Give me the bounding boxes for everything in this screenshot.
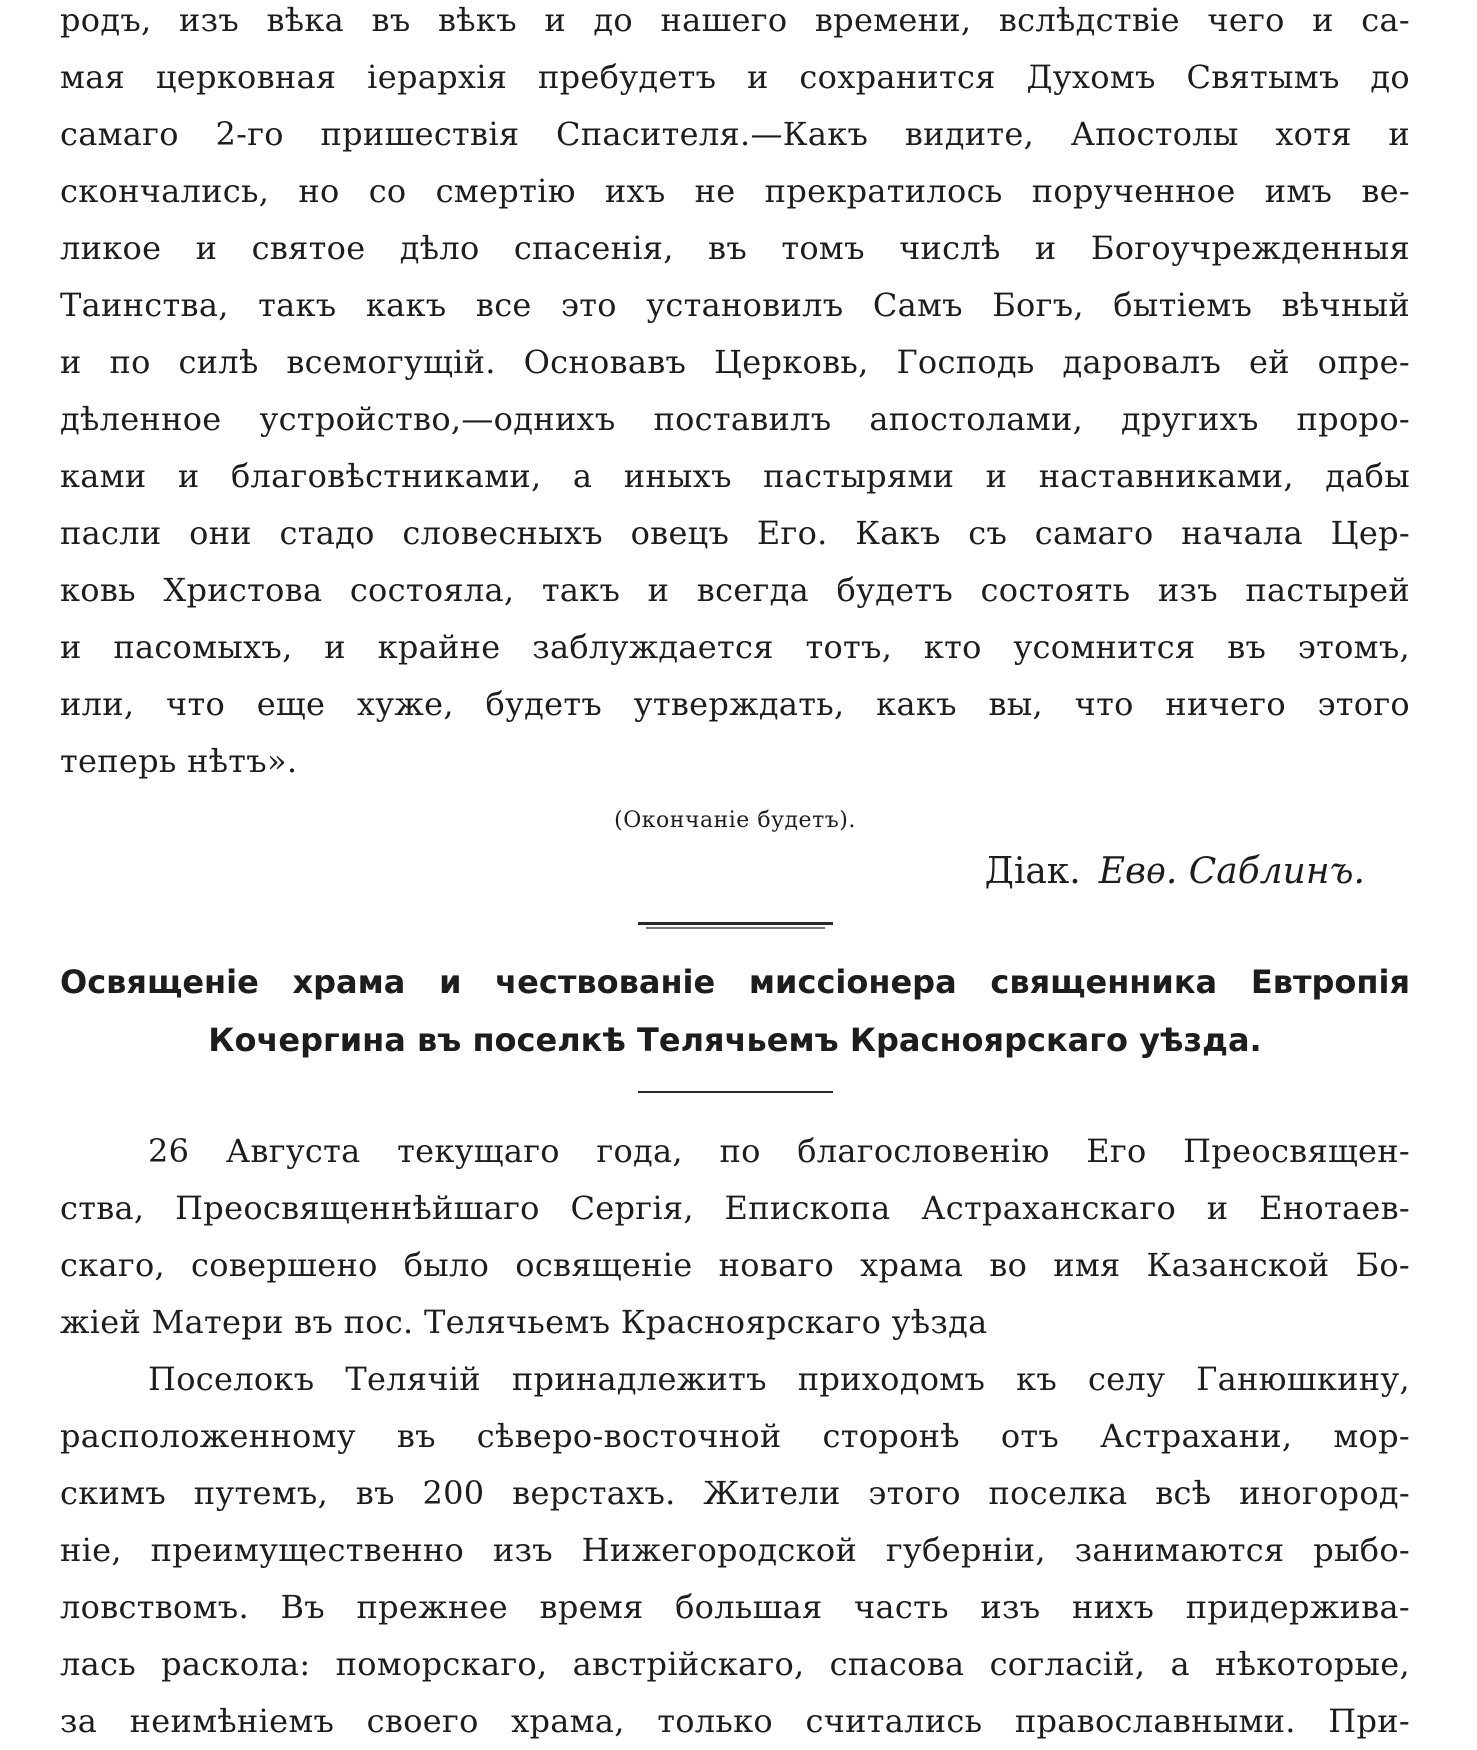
title-underline	[638, 1091, 833, 1093]
text-line: мая церковная іерархія пребудетъ и сохранится Духомъ Святымъ до	[60, 58, 1410, 96]
text-line: и пасомыхъ, и крайне заблуждается тотъ, кто усомнится въ этомъ,	[60, 628, 1410, 666]
article-title	[60, 953, 1410, 1069]
article-paragraph-2	[60, 1351, 1410, 1750]
author-signature	[60, 842, 1410, 902]
text-line: Таинства, такъ какъ все это установилъ Самъ Богъ, бытіемъ вѣчный	[60, 286, 1410, 324]
text-line: ковь Христова состояла, такъ и всегда будетъ состоять изъ пастырей	[60, 571, 1410, 609]
text-line: 26 Августа текущаго года, по благословенію Его Преосвящен-	[148, 1132, 1410, 1170]
author-name: Евѳ. Саблинъ.	[1098, 851, 1365, 892]
section-divider	[638, 922, 833, 931]
author-rank: Діак.	[984, 851, 1081, 892]
text-line: ками и благовѣстниками, а иныхъ пастырями и наставниками, дабы	[60, 457, 1410, 495]
text-line: Поселокъ Телячій принадлежитъ приходомъ къ селу Ганюшкину,	[148, 1360, 1410, 1398]
text-line: ніе, преимущественно изъ Нижегородской губерніи, занимаются рыбо-	[60, 1531, 1410, 1569]
text-line: самаго 2-го пришествія Спасителя.—Какъ видите, Апостолы хотя и	[60, 115, 1410, 153]
text-line: ловствомъ. Въ прежнее время большая часть изъ нихъ придержива-	[60, 1588, 1410, 1626]
text-line: ликое и святое дѣло спасенія, въ томъ числѣ и Богоучрежденныя	[60, 229, 1410, 267]
text-line: ства, Преосвященнѣйшаго Сергія, Епископа Астраханскаго и Енотаев-	[60, 1189, 1410, 1227]
title-line: Освященіе храма и чествованіе миссіонера священника Евтропія	[60, 963, 1410, 1001]
text-line: и по силѣ всемогущій. Основавъ Церковь, Господь даровалъ ей опре-	[60, 343, 1410, 381]
text-line: или, что еще хуже, будетъ утверждать, какъ вы, что ничего этого	[60, 685, 1410, 723]
document-page	[60, 0, 1410, 1750]
text-line: жіей Матери въ пос. Телячьемъ Красноярскаго уѣзда	[60, 1303, 988, 1341]
divider-line	[646, 927, 825, 929]
text-line: родъ, изъ вѣка въ вѣкъ и до нашего времени, вслѣдствіе чего и са-	[60, 1, 1410, 39]
divider-line	[638, 922, 833, 925]
text-line: скимъ путемъ, въ 200 верстахъ. Жители этого поселка всѣ иногород-	[60, 1474, 1410, 1512]
text-line: скончались, но со смертію ихъ не прекратилось порученное имъ ве-	[60, 172, 1410, 210]
text-line: теперь нѣтъ».	[60, 742, 298, 780]
text-line: скаго, совершено было освященіе новаго храма во имя Казанской Бо-	[60, 1246, 1410, 1284]
text-line: расположенному въ сѣверо-восточной сторонѣ отъ Астрахани, мор-	[60, 1417, 1410, 1455]
article-paragraph-1	[60, 1123, 1410, 1351]
text-line: лась раскола: поморскаго, австрійскаго, спасова согласій, а нѣкоторые,	[60, 1645, 1410, 1683]
text-line: дѣленное устройство,—однихъ поставилъ апостолами, другихъ проро-	[60, 400, 1410, 438]
text-line: пасли они стадо словесныхъ овецъ Его. Какъ съ самаго начала Цер-	[60, 514, 1410, 552]
continuation-text	[60, 0, 1410, 790]
title-line: Кочергина въ поселкѣ Телячьемъ Красноярскаго уѣзда.	[208, 1021, 1262, 1059]
to-be-continued-note: (Окончаніе будетъ).	[614, 808, 856, 833]
text-line: за неимѣніемъ своего храма, только считались православными. При-	[60, 1702, 1410, 1740]
